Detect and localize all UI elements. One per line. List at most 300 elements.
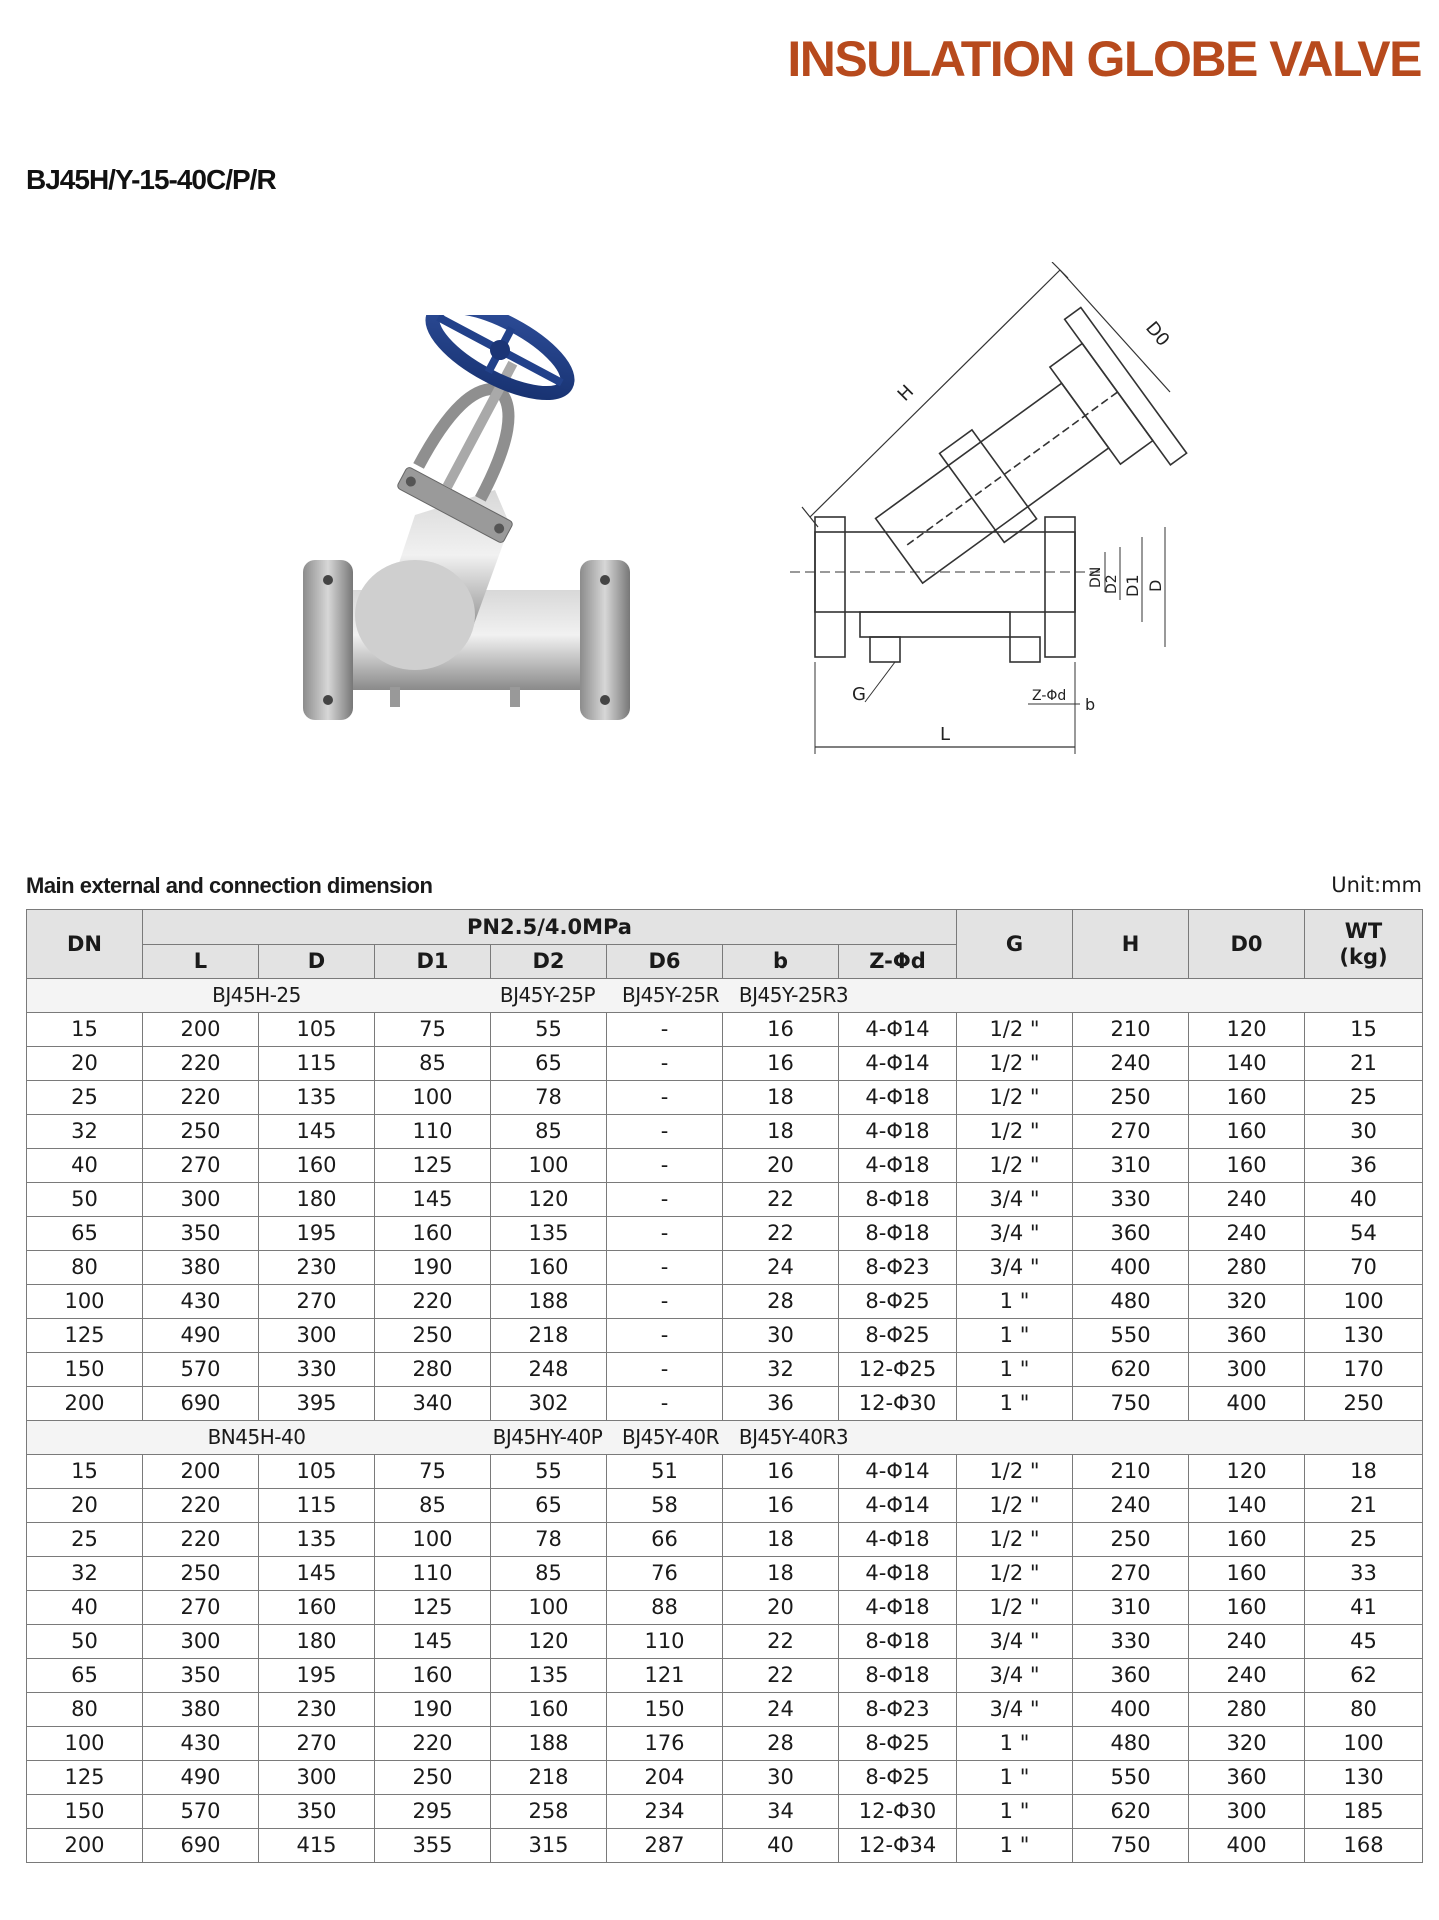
table-cell: 62 bbox=[1305, 1659, 1423, 1693]
table-cell: 195 bbox=[259, 1217, 375, 1251]
table-cell: 480 bbox=[1073, 1285, 1189, 1319]
table-cell: - bbox=[607, 1047, 723, 1081]
table-cell: 58 bbox=[607, 1489, 723, 1523]
table-cell: 170 bbox=[1305, 1353, 1423, 1387]
model-name: BJ45Y-25R bbox=[622, 983, 719, 1007]
table-cell: 85 bbox=[375, 1489, 491, 1523]
table-cell: 22 bbox=[723, 1183, 839, 1217]
table-row bbox=[27, 1761, 1423, 1795]
table-cell: 270 bbox=[143, 1591, 259, 1625]
table-cell: 110 bbox=[375, 1115, 491, 1149]
table-cell: 3/4 " bbox=[957, 1183, 1073, 1217]
table-cell: 176 bbox=[607, 1727, 723, 1761]
table-cell: 65 bbox=[27, 1659, 143, 1693]
table-cell: 230 bbox=[259, 1693, 375, 1727]
table-caption: Main external and connection dimension bbox=[26, 873, 433, 898]
table-cell: 65 bbox=[27, 1217, 143, 1251]
table-cell: 145 bbox=[375, 1625, 491, 1659]
table-cell: 490 bbox=[143, 1319, 259, 1353]
table-cell: 250 bbox=[1305, 1387, 1423, 1421]
table-cell: 280 bbox=[1189, 1693, 1305, 1727]
table-cell: 1/2 " bbox=[957, 1523, 1073, 1557]
table-cell: 168 bbox=[1305, 1829, 1423, 1863]
table-cell: 240 bbox=[1189, 1183, 1305, 1217]
table-cell: 100 bbox=[491, 1149, 607, 1183]
table-row bbox=[27, 1693, 1423, 1727]
table-cell: 330 bbox=[1073, 1625, 1189, 1659]
table-cell: 70 bbox=[1305, 1251, 1423, 1285]
table-cell: 380 bbox=[143, 1251, 259, 1285]
table-cell: - bbox=[607, 1319, 723, 1353]
table-cell: 18 bbox=[723, 1115, 839, 1149]
table-cell: 750 bbox=[1073, 1829, 1189, 1863]
table-row bbox=[27, 1353, 1423, 1387]
table-cell: - bbox=[607, 1387, 723, 1421]
table-cell: 4-Φ18 bbox=[839, 1149, 957, 1183]
header-pressure: PN2.5/4.0MPa bbox=[143, 910, 957, 945]
table-cell: 110 bbox=[375, 1557, 491, 1591]
table-cell: 220 bbox=[143, 1081, 259, 1115]
table-cell: 200 bbox=[27, 1387, 143, 1421]
table-cell: 570 bbox=[143, 1353, 259, 1387]
table-cell: 4-Φ14 bbox=[839, 1489, 957, 1523]
table-cell: 240 bbox=[1073, 1489, 1189, 1523]
table-cell: 240 bbox=[1189, 1625, 1305, 1659]
table-row bbox=[27, 1591, 1423, 1625]
table-cell: 160 bbox=[491, 1693, 607, 1727]
table-cell: 690 bbox=[143, 1387, 259, 1421]
table-cell: 320 bbox=[1189, 1285, 1305, 1319]
table-cell: 66 bbox=[607, 1523, 723, 1557]
table-cell: 15 bbox=[27, 1013, 143, 1047]
dim-label-h: H bbox=[893, 381, 919, 406]
table-cell: 570 bbox=[143, 1795, 259, 1829]
table-cell: 21 bbox=[1305, 1489, 1423, 1523]
model-group-cell bbox=[27, 1421, 1423, 1455]
table-cell: 250 bbox=[375, 1319, 491, 1353]
table-cell: 88 bbox=[607, 1591, 723, 1625]
table-cell: 1 " bbox=[957, 1829, 1073, 1863]
table-cell: 150 bbox=[27, 1353, 143, 1387]
table-cell: 1/2 " bbox=[957, 1081, 1073, 1115]
table-cell: 200 bbox=[27, 1829, 143, 1863]
table-cell: 150 bbox=[607, 1693, 723, 1727]
table-cell: 315 bbox=[491, 1829, 607, 1863]
table-cell: 160 bbox=[491, 1251, 607, 1285]
table-cell: 230 bbox=[259, 1251, 375, 1285]
table-cell: 55 bbox=[491, 1013, 607, 1047]
table-cell: 360 bbox=[1189, 1319, 1305, 1353]
table-cell: 54 bbox=[1305, 1217, 1423, 1251]
table-cell: 75 bbox=[375, 1455, 491, 1489]
table-cell: 180 bbox=[259, 1625, 375, 1659]
table-cell: 250 bbox=[375, 1761, 491, 1795]
table-row bbox=[27, 1727, 1423, 1761]
table-cell: 24 bbox=[723, 1693, 839, 1727]
dimension-table bbox=[26, 909, 1423, 1863]
dim-label-g: G bbox=[852, 684, 866, 705]
table-cell: 4-Φ14 bbox=[839, 1455, 957, 1489]
table-cell: 210 bbox=[1073, 1013, 1189, 1047]
table-cell: 33 bbox=[1305, 1557, 1423, 1591]
table-cell: 4-Φ18 bbox=[839, 1591, 957, 1625]
table-cell: - bbox=[607, 1149, 723, 1183]
table-cell: 430 bbox=[143, 1285, 259, 1319]
table-cell: 300 bbox=[259, 1761, 375, 1795]
table-cell: 85 bbox=[375, 1047, 491, 1081]
dim-label-d1: D1 bbox=[1123, 574, 1142, 597]
table-cell: 18 bbox=[723, 1523, 839, 1557]
table-cell: 160 bbox=[375, 1217, 491, 1251]
table-cell: 30 bbox=[1305, 1115, 1423, 1149]
table-cell: 3/4 " bbox=[957, 1625, 1073, 1659]
table-cell: 3/4 " bbox=[957, 1217, 1073, 1251]
table-cell: 620 bbox=[1073, 1795, 1189, 1829]
table-cell: 1/2 " bbox=[957, 1047, 1073, 1081]
dim-label-d2: D2 bbox=[1104, 574, 1120, 594]
table-cell: 220 bbox=[143, 1047, 259, 1081]
table-cell: 1 " bbox=[957, 1319, 1073, 1353]
table-cell: 25 bbox=[27, 1523, 143, 1557]
table-cell: 65 bbox=[491, 1489, 607, 1523]
valve-dimension-drawing bbox=[770, 262, 1240, 762]
table-cell: 8-Φ25 bbox=[839, 1319, 957, 1353]
table-cell: 34 bbox=[723, 1795, 839, 1829]
table-cell: 240 bbox=[1189, 1217, 1305, 1251]
table-cell: 360 bbox=[1189, 1761, 1305, 1795]
table-cell: 22 bbox=[723, 1625, 839, 1659]
table-cell: 750 bbox=[1073, 1387, 1189, 1421]
table-cell: 1 " bbox=[957, 1761, 1073, 1795]
table-cell: 160 bbox=[1189, 1557, 1305, 1591]
table-cell: 400 bbox=[1189, 1829, 1305, 1863]
table-cell: 110 bbox=[607, 1625, 723, 1659]
table-cell: 8-Φ18 bbox=[839, 1183, 957, 1217]
table-cell: 1 " bbox=[957, 1387, 1073, 1421]
table-cell: 550 bbox=[1073, 1761, 1189, 1795]
table-cell: 248 bbox=[491, 1353, 607, 1387]
table-cell: 4-Φ14 bbox=[839, 1013, 957, 1047]
table-cell: 4-Φ18 bbox=[839, 1523, 957, 1557]
table-cell: 36 bbox=[1305, 1149, 1423, 1183]
table-cell: 25 bbox=[1305, 1523, 1423, 1557]
table-cell: 12-Φ34 bbox=[839, 1829, 957, 1863]
table-cell: 240 bbox=[1073, 1047, 1189, 1081]
table-cell: 51 bbox=[607, 1455, 723, 1489]
header-wt-label: WT bbox=[1344, 919, 1383, 943]
table-cell: 200 bbox=[143, 1455, 259, 1489]
dim-label-d0: D0 bbox=[1141, 317, 1174, 351]
table-cell: 160 bbox=[259, 1591, 375, 1625]
table-cell: 200 bbox=[143, 1013, 259, 1047]
table-cell: - bbox=[607, 1217, 723, 1251]
table-cell: 490 bbox=[143, 1761, 259, 1795]
table-cell: 3/4 " bbox=[957, 1659, 1073, 1693]
table-cell: 120 bbox=[491, 1625, 607, 1659]
table-cell: 204 bbox=[607, 1761, 723, 1795]
header-d1: D1 bbox=[375, 945, 491, 979]
table-cell: 160 bbox=[1189, 1081, 1305, 1115]
table-cell: 1/2 " bbox=[957, 1013, 1073, 1047]
table-cell: 41 bbox=[1305, 1591, 1423, 1625]
model-name: BJ45Y-40R bbox=[622, 1425, 719, 1449]
table-cell: 4-Φ18 bbox=[839, 1557, 957, 1591]
table-cell: 360 bbox=[1073, 1217, 1189, 1251]
table-row bbox=[27, 1557, 1423, 1591]
table-row bbox=[27, 1183, 1423, 1217]
table-cell: 130 bbox=[1305, 1319, 1423, 1353]
model-group-row bbox=[27, 1421, 1423, 1455]
table-cell: 15 bbox=[27, 1455, 143, 1489]
table-cell: 78 bbox=[491, 1081, 607, 1115]
table-cell: 8-Φ25 bbox=[839, 1285, 957, 1319]
table-cell: 258 bbox=[491, 1795, 607, 1829]
table-cell: 1 " bbox=[957, 1727, 1073, 1761]
table-cell: 160 bbox=[1189, 1115, 1305, 1149]
table-row bbox=[27, 1659, 1423, 1693]
table-cell: 300 bbox=[143, 1183, 259, 1217]
table-cell: 21 bbox=[1305, 1047, 1423, 1081]
page-title: INSULATION GLOBE VALVE bbox=[787, 31, 1421, 87]
table-row bbox=[27, 1489, 1423, 1523]
table-cell: 135 bbox=[491, 1659, 607, 1693]
table-cell: 16 bbox=[723, 1013, 839, 1047]
table-row bbox=[27, 1625, 1423, 1659]
table-cell: 36 bbox=[723, 1387, 839, 1421]
table-cell: 190 bbox=[375, 1693, 491, 1727]
model-number: BJ45H/Y-15-40C/P/R bbox=[26, 164, 276, 195]
table-cell: 30 bbox=[723, 1761, 839, 1795]
table-cell: 100 bbox=[375, 1523, 491, 1557]
table-cell: 32 bbox=[723, 1353, 839, 1387]
table-cell: 150 bbox=[27, 1795, 143, 1829]
table-row bbox=[27, 1047, 1423, 1081]
table-cell: 8-Φ18 bbox=[839, 1659, 957, 1693]
table-cell: 125 bbox=[27, 1319, 143, 1353]
table-cell: 8-Φ25 bbox=[839, 1727, 957, 1761]
table-cell: 430 bbox=[143, 1727, 259, 1761]
header-d6: D6 bbox=[607, 945, 723, 979]
table-row bbox=[27, 1319, 1423, 1353]
table-cell: 100 bbox=[27, 1727, 143, 1761]
table-cell: 195 bbox=[259, 1659, 375, 1693]
table-cell: 8-Φ25 bbox=[839, 1761, 957, 1795]
table-cell: 280 bbox=[1189, 1251, 1305, 1285]
table-cell: 78 bbox=[491, 1523, 607, 1557]
table-cell: 40 bbox=[1305, 1183, 1423, 1217]
table-cell: 188 bbox=[491, 1285, 607, 1319]
table-cell: 85 bbox=[491, 1557, 607, 1591]
table-cell: 145 bbox=[259, 1557, 375, 1591]
table-cell: 1/2 " bbox=[957, 1455, 1073, 1489]
table-cell: 240 bbox=[1189, 1659, 1305, 1693]
table-cell: 160 bbox=[259, 1149, 375, 1183]
table-cell: 105 bbox=[259, 1013, 375, 1047]
table-cell: 125 bbox=[375, 1149, 491, 1183]
table-row bbox=[27, 1285, 1423, 1319]
table-cell: 130 bbox=[1305, 1761, 1423, 1795]
table-cell: - bbox=[607, 1081, 723, 1115]
table-cell: 40 bbox=[27, 1591, 143, 1625]
table-cell: 22 bbox=[723, 1659, 839, 1693]
table-cell: 395 bbox=[259, 1387, 375, 1421]
table-cell: 24 bbox=[723, 1251, 839, 1285]
table-cell: 188 bbox=[491, 1727, 607, 1761]
table-cell: 30 bbox=[723, 1319, 839, 1353]
table-cell: - bbox=[607, 1183, 723, 1217]
table-cell: 8-Φ18 bbox=[839, 1625, 957, 1659]
dim-label-d: D bbox=[1146, 579, 1165, 592]
table-row bbox=[27, 1217, 1423, 1251]
header-z-phi-d: Z-Φd bbox=[839, 945, 957, 979]
table-cell: 350 bbox=[259, 1795, 375, 1829]
table-cell: 12-Φ30 bbox=[839, 1387, 957, 1421]
table-cell: 300 bbox=[143, 1625, 259, 1659]
table-cell: 18 bbox=[723, 1557, 839, 1591]
table-cell: 32 bbox=[27, 1557, 143, 1591]
table-cell: 3/4 " bbox=[957, 1251, 1073, 1285]
table-cell: 415 bbox=[259, 1829, 375, 1863]
model-name: BJ45HY-40P bbox=[492, 1425, 603, 1449]
table-cell: 40 bbox=[27, 1149, 143, 1183]
model-name: BN45H-40 bbox=[207, 1425, 306, 1449]
table-cell: 300 bbox=[1189, 1353, 1305, 1387]
table-cell: 550 bbox=[1073, 1319, 1189, 1353]
model-name: BJ45H-25 bbox=[212, 983, 301, 1007]
table-cell: 140 bbox=[1189, 1047, 1305, 1081]
table-cell: 135 bbox=[259, 1523, 375, 1557]
table-cell: 120 bbox=[1189, 1013, 1305, 1047]
header-wt bbox=[1305, 910, 1423, 979]
table-cell: 1/2 " bbox=[957, 1115, 1073, 1149]
table-cell: 300 bbox=[1189, 1795, 1305, 1829]
model-name: BJ45Y-25R3 bbox=[738, 983, 849, 1007]
table-row bbox=[27, 1795, 1423, 1829]
table-cell: 4-Φ18 bbox=[839, 1115, 957, 1149]
table-cell: 100 bbox=[375, 1081, 491, 1115]
table-cell: 218 bbox=[491, 1761, 607, 1795]
table-cell: - bbox=[607, 1251, 723, 1285]
table-row bbox=[27, 1829, 1423, 1863]
table-cell: 310 bbox=[1073, 1591, 1189, 1625]
model-name: BJ45Y-40R3 bbox=[738, 1425, 849, 1449]
header-dn: DN bbox=[27, 910, 143, 979]
table-cell: 80 bbox=[1305, 1693, 1423, 1727]
table-cell: 1 " bbox=[957, 1353, 1073, 1387]
table-cell: 160 bbox=[375, 1659, 491, 1693]
table-row bbox=[27, 1251, 1423, 1285]
table-cell: 121 bbox=[607, 1659, 723, 1693]
dim-label-l: L bbox=[940, 724, 951, 745]
table-cell: - bbox=[607, 1115, 723, 1149]
table-cell: 135 bbox=[491, 1217, 607, 1251]
table-cell: 145 bbox=[259, 1115, 375, 1149]
table-cell: 270 bbox=[259, 1727, 375, 1761]
table-cell: 100 bbox=[491, 1591, 607, 1625]
table-cell: 80 bbox=[27, 1251, 143, 1285]
table-cell: 330 bbox=[1073, 1183, 1189, 1217]
table-cell: 140 bbox=[1189, 1489, 1305, 1523]
table-cell: 20 bbox=[27, 1489, 143, 1523]
unit-label: Unit:mm bbox=[1331, 873, 1422, 897]
table-cell: 360 bbox=[1073, 1659, 1189, 1693]
table-cell: - bbox=[607, 1013, 723, 1047]
table-cell: 125 bbox=[375, 1591, 491, 1625]
table-row bbox=[27, 1387, 1423, 1421]
table-cell: 380 bbox=[143, 1693, 259, 1727]
table-cell: 65 bbox=[491, 1047, 607, 1081]
table-cell: 28 bbox=[723, 1727, 839, 1761]
dim-label-b: b bbox=[1085, 695, 1096, 714]
table-cell: 400 bbox=[1073, 1693, 1189, 1727]
table-cell: 125 bbox=[27, 1761, 143, 1795]
table-cell: - bbox=[607, 1285, 723, 1319]
table-cell: 4-Φ14 bbox=[839, 1047, 957, 1081]
table-row bbox=[27, 1013, 1423, 1047]
table-cell: 115 bbox=[259, 1047, 375, 1081]
table-cell: 218 bbox=[491, 1319, 607, 1353]
table-cell: 85 bbox=[491, 1115, 607, 1149]
table-cell: 160 bbox=[1189, 1523, 1305, 1557]
table-row bbox=[27, 1081, 1423, 1115]
header-b: b bbox=[723, 945, 839, 979]
table-cell: 100 bbox=[27, 1285, 143, 1319]
table-cell: 160 bbox=[1189, 1591, 1305, 1625]
table-cell: 25 bbox=[27, 1081, 143, 1115]
table-cell: 220 bbox=[375, 1727, 491, 1761]
table-cell: 320 bbox=[1189, 1727, 1305, 1761]
table-cell: 100 bbox=[1305, 1727, 1423, 1761]
table-row bbox=[27, 1149, 1423, 1183]
table-cell: 220 bbox=[143, 1523, 259, 1557]
table-cell: 45 bbox=[1305, 1625, 1423, 1659]
table-cell: 105 bbox=[259, 1455, 375, 1489]
header-d: D bbox=[259, 945, 375, 979]
table-cell: 15 bbox=[1305, 1013, 1423, 1047]
table-cell: 20 bbox=[27, 1047, 143, 1081]
table-cell: 234 bbox=[607, 1795, 723, 1829]
table-cell: 250 bbox=[1073, 1081, 1189, 1115]
table-cell: 355 bbox=[375, 1829, 491, 1863]
dim-label-dn: DN bbox=[1088, 566, 1104, 588]
table-cell: 50 bbox=[27, 1183, 143, 1217]
table-cell: 620 bbox=[1073, 1353, 1189, 1387]
table-cell: 1/2 " bbox=[957, 1557, 1073, 1591]
dim-label-z-phi-d: Z-Φd bbox=[1032, 688, 1067, 704]
model-group-row bbox=[27, 979, 1423, 1013]
table-cell: 100 bbox=[1305, 1285, 1423, 1319]
table-cell: 76 bbox=[607, 1557, 723, 1591]
table-cell: 22 bbox=[723, 1217, 839, 1251]
table-cell: 115 bbox=[259, 1489, 375, 1523]
header-g: G bbox=[957, 910, 1073, 979]
table-cell: 8-Φ23 bbox=[839, 1251, 957, 1285]
table-cell: 20 bbox=[723, 1149, 839, 1183]
table-cell: 280 bbox=[375, 1353, 491, 1387]
table-cell: 310 bbox=[1073, 1149, 1189, 1183]
table-cell: 16 bbox=[723, 1455, 839, 1489]
table-cell: 185 bbox=[1305, 1795, 1423, 1829]
table-cell: 120 bbox=[491, 1183, 607, 1217]
table-cell: 1 " bbox=[957, 1795, 1073, 1829]
valve-product-image bbox=[295, 315, 665, 745]
header-l: L bbox=[143, 945, 259, 979]
table-cell: 180 bbox=[259, 1183, 375, 1217]
table-cell: 4-Φ18 bbox=[839, 1081, 957, 1115]
table-cell: 250 bbox=[143, 1115, 259, 1149]
header-h: H bbox=[1073, 910, 1189, 979]
table-body bbox=[27, 979, 1423, 1863]
